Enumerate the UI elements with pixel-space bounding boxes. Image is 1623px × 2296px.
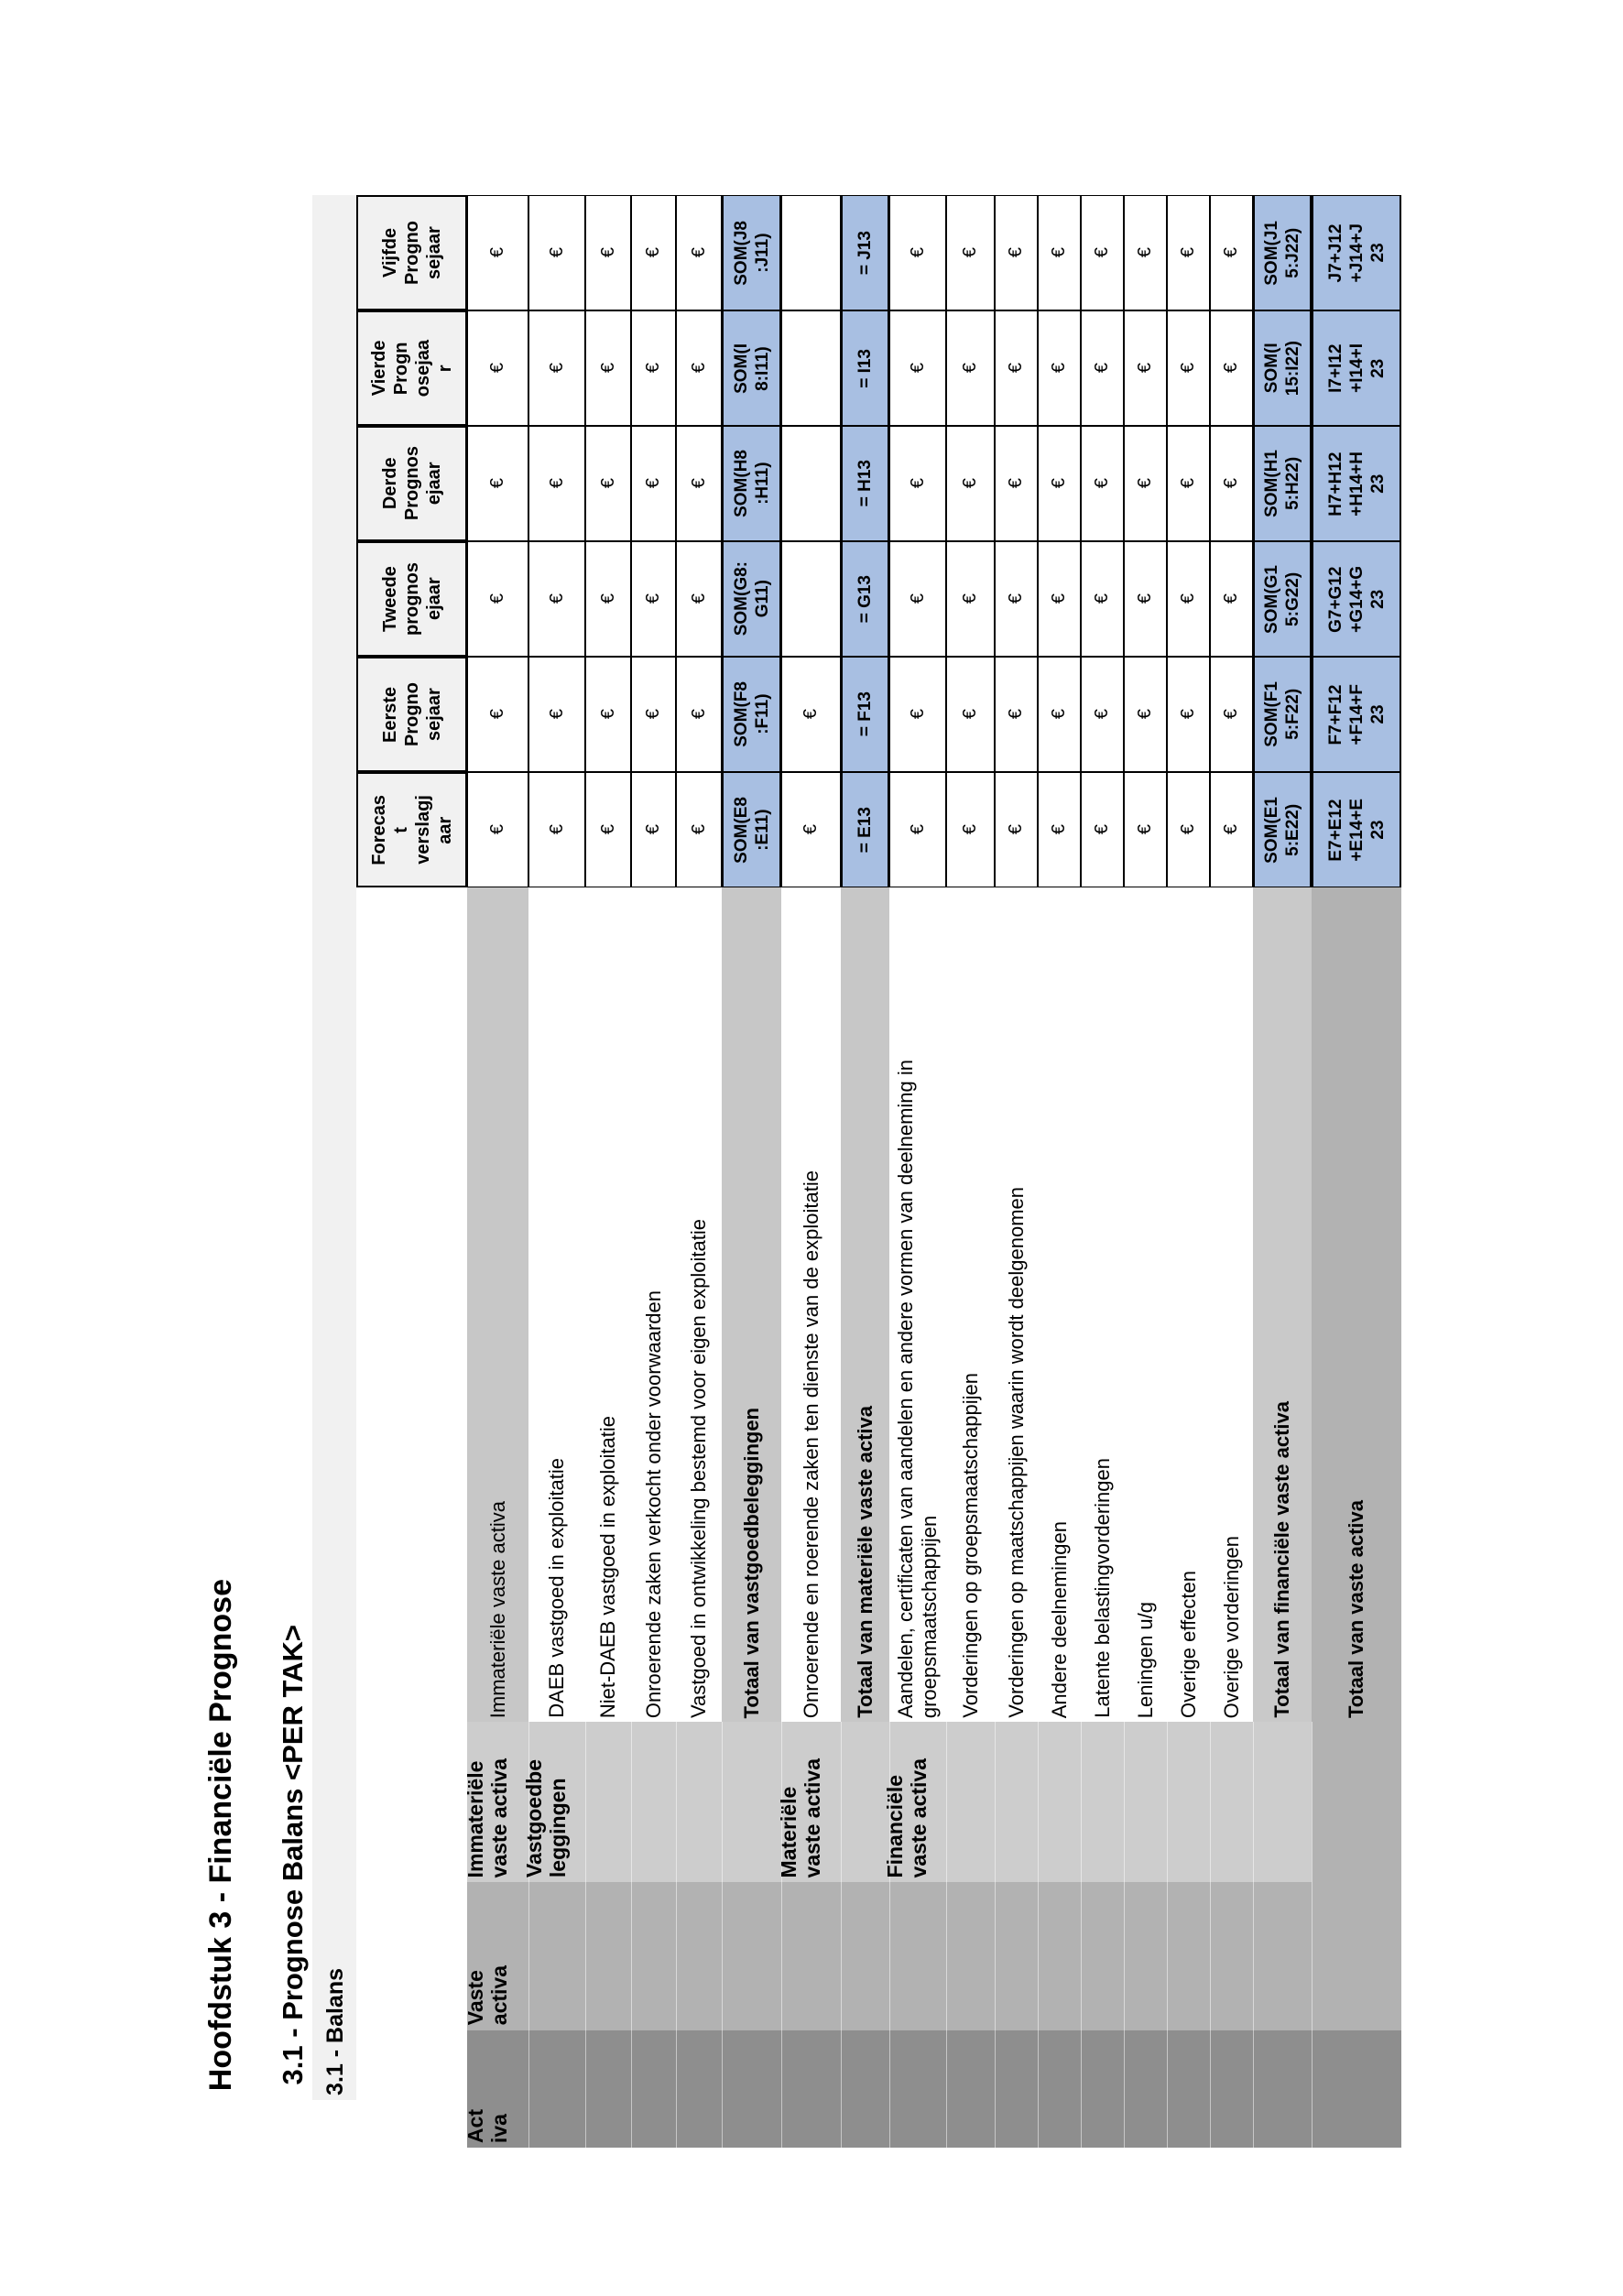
account-name-15: Aandelen, certificaten van aandelen en andere vormen van deelneming in groepsmaatschappijen [894,1059,941,1718]
formula-cell-F23: SOM(F1 5:F22) [1253,657,1312,772]
account-name-18: Andere deelnemingen [1047,1520,1071,1718]
value-cell-J22: € [1210,195,1253,310]
value-cell-G11: € [676,541,722,657]
value-cell-H18: € [1038,426,1081,541]
account-name-7: Immateriële vaste activa [485,1500,509,1718]
account-name-10: Onroerende zaken verkocht onder voorwaarden [641,1289,665,1718]
value-cell-H7: € [467,426,528,541]
band-column-separator [1210,1722,1211,2148]
group-label-immateriele-vaste-activa: Immateriële vaste activa [463,1757,511,1877]
band-column-separator [1038,1722,1039,2148]
formula-cell-I24: I7+I12 +I14+I 23 [1312,310,1401,426]
value-cell-J19: € [1081,195,1124,310]
value-cell-E8: € [528,772,585,887]
section-title: 3.1 - Prognose Balans <PER TAK> [277,1624,309,2084]
value-cell-I10: € [631,310,676,426]
account-name-9: Niet-DAEB vastgoed in exploitatie [596,1415,619,1718]
value-cell-H9: € [585,426,631,541]
value-cell-F20: € [1124,657,1167,772]
value-cell-I11: € [676,310,722,426]
account-name-8: DAEB vastgoed in exploitatie [545,1458,568,1718]
value-cell-I9: € [585,310,631,426]
value-cell-G17: € [995,541,1038,657]
value-cell-F16: € [946,657,995,772]
year-header-cell-F: Eerste Progno sejaar [356,657,467,772]
page-title: Hoofdstuk 3 - Financiële Prognose [203,1578,238,2091]
value-cell-F7: € [467,657,528,772]
value-cell-E18: € [1038,772,1081,887]
value-cell-F22: € [1210,657,1253,772]
account-name-21: Overige effecten [1176,1570,1200,1718]
value-cell-H11: € [676,426,722,541]
value-cell-G22: € [1210,541,1253,657]
value-cell-I8: € [528,310,585,426]
value-cell-H22: € [1210,426,1253,541]
formula-cell-I23: SOM(I 15:I22) [1253,310,1312,426]
value-cell-E22: € [1210,772,1253,887]
account-name-16: Vorderingen op groepsmaatschappijen [958,1373,982,1718]
value-cell-J9: € [585,195,631,310]
value-cell-I16: € [946,310,995,426]
group-label-materiele-vaste-activa: Materiële vaste activa [776,1757,824,1877]
value-cell-I7: € [467,310,528,426]
value-cell-G13 [781,541,841,657]
formula-cell-F12: SOM(F8 :F11) [722,657,781,772]
formula-cell-I14: = I13 [841,310,889,426]
year-header-cell-G: Tweede prognos ejaar [356,541,467,657]
formula-cell-H24: H7+H12 +H14+H 23 [1312,426,1401,541]
value-cell-H20: € [1124,426,1167,541]
value-cell-I17: € [995,310,1038,426]
formula-cell-J12: SOM(J8 :J11) [722,195,781,310]
value-cell-F18: € [1038,657,1081,772]
account-name-14: Totaal van materiële vaste activa [853,1406,877,1718]
band-group-headers [467,1722,1401,1882]
value-cell-G18: € [1038,541,1081,657]
year-header-cell-I: Vierde Progn osejaa r [356,310,467,426]
account-name-13: Onroerende en roerende zaken ten dienste van de exploitatie [799,1170,822,1718]
value-cell-I22: € [1210,310,1253,426]
value-cell-G7: € [467,541,528,657]
formula-cell-E14: = E13 [841,772,889,887]
band-vaste-activa [467,1882,1401,2030]
account-name-23: Totaal van financiële vaste activa [1270,1401,1293,1718]
band-activa [467,2030,1401,2148]
formula-cell-J23: SOM(J1 5:J22) [1253,195,1312,310]
value-cell-F19: € [1081,657,1124,772]
value-cell-H17: € [995,426,1038,541]
value-cell-H8: € [528,426,585,541]
band-column-separator [1081,1722,1082,2148]
band-column-separator [1167,1722,1168,2148]
value-cell-G19: € [1081,541,1124,657]
value-cell-J13 [781,195,841,310]
value-cell-J18: € [1038,195,1081,310]
formula-cell-G12: SOM(G8: G11) [722,541,781,657]
value-cell-E7: € [467,772,528,887]
group-label-activa: Act iva [463,2108,511,2143]
formula-cell-G14: = G13 [841,541,889,657]
value-cell-H15: € [889,426,946,541]
value-cell-J15: € [889,195,946,310]
account-name-12: Totaal van vastgoedbeleggingen [739,1407,763,1718]
year-header-cell-E: Forecas t verslagj aar [356,772,467,887]
value-cell-J7: € [467,195,528,310]
band-column-separator [676,1722,677,2148]
year-header-cell-J: Vijfde Progno sejaar [356,195,467,310]
value-cell-H13 [781,426,841,541]
value-cell-F13: € [781,657,841,772]
account-name-24: Totaal van vaste activa [1345,1499,1367,1718]
value-cell-H19: € [1081,426,1124,541]
value-cell-E15: € [889,772,946,887]
band-column-separator [946,1722,947,2148]
account-name-20: Leningen u/g [1133,1601,1157,1718]
value-cell-E19: € [1081,772,1124,887]
value-cell-E13: € [781,772,841,887]
value-cell-F8: € [528,657,585,772]
band-column-separator [722,1722,723,2148]
value-cell-E20: € [1124,772,1167,887]
value-cell-E10: € [631,772,676,887]
band-column-separator [1253,1722,1254,2148]
account-name-11: Vastgoed in ontwikkeling bestemd voor eigen exploitatie [687,1218,710,1718]
account-name-19: Latente belastingvorderingen [1090,1458,1114,1718]
value-cell-G8: € [528,541,585,657]
value-cell-E21: € [1167,772,1210,887]
band-column-separator [995,1722,996,2148]
formula-cell-H12: SOM(H8 :H11) [722,426,781,541]
value-cell-G9: € [585,541,631,657]
band-column-separator [585,1722,586,2148]
band-group-headers-dark-strip [1312,1722,1401,1882]
formula-cell-E24: E7+E12 +E14+E 23 [1312,772,1401,887]
value-cell-I18: € [1038,310,1081,426]
formula-cell-E12: SOM(E8 :E11) [722,772,781,887]
value-cell-G21: € [1167,541,1210,657]
value-cell-G10: € [631,541,676,657]
value-cell-J21: € [1167,195,1210,310]
value-cell-F11: € [676,657,722,772]
value-cell-J17: € [995,195,1038,310]
account-name-17: Vorderingen op maatschappijen waarin wordt deelgenomen [1004,1187,1028,1718]
value-cell-G16: € [946,541,995,657]
group-label-vaste-activa: Vaste activa [463,1964,511,2025]
value-cell-E17: € [995,772,1038,887]
formula-cell-E23: SOM(E1 5:E22) [1253,772,1312,887]
section-strip [312,195,356,2100]
formula-cell-J24: J7+J12 +J14+J 23 [1312,195,1401,310]
value-cell-J16: € [946,195,995,310]
value-cell-F9: € [585,657,631,772]
value-cell-J8: € [528,195,585,310]
value-cell-H10: € [631,426,676,541]
band-column-separator [1312,1722,1313,2148]
formula-cell-F14: = F13 [841,657,889,772]
formula-cell-I12: SOM(I 8:I11) [722,310,781,426]
value-cell-J10: € [631,195,676,310]
year-header-cell-H: Derde Prognos ejaar [356,426,467,541]
band-column-separator [631,1722,632,2148]
value-cell-E11: € [676,772,722,887]
value-cell-I20: € [1124,310,1167,426]
group-label-financiele-vaste-activa: Financiële vaste activa [883,1757,931,1877]
value-cell-G15: € [889,541,946,657]
formula-cell-H23: SOM(H1 5:H22) [1253,426,1312,541]
value-cell-E9: € [585,772,631,887]
formula-cell-J14: = J13 [841,195,889,310]
value-cell-F21: € [1167,657,1210,772]
band-column-separator [841,1722,842,2148]
value-cell-F15: € [889,657,946,772]
value-cell-H16: € [946,426,995,541]
value-cell-F10: € [631,657,676,772]
formula-cell-G24: G7+G12 +G14+G 23 [1312,541,1401,657]
value-cell-I19: € [1081,310,1124,426]
account-name-22: Overige vorderingen [1219,1535,1243,1718]
value-cell-I15: € [889,310,946,426]
value-cell-G20: € [1124,541,1167,657]
value-cell-J20: € [1124,195,1167,310]
value-cell-I13 [781,310,841,426]
formula-cell-H14: = H13 [841,426,889,541]
band-column-separator [1124,1722,1125,2148]
group-label-vastgoedbeleggingen: Vastgoedbe leggingen [522,1758,570,1877]
value-cell-J11: € [676,195,722,310]
formula-cell-F24: F7+F12 +F14+F 23 [1312,657,1401,772]
value-cell-E16: € [946,772,995,887]
value-cell-H21: € [1167,426,1210,541]
value-cell-F17: € [995,657,1038,772]
formula-cell-G23: SOM(G1 5:G22) [1253,541,1312,657]
value-cell-I21: € [1167,310,1210,426]
subsection-title: 3.1 - Balans [322,1968,348,2095]
